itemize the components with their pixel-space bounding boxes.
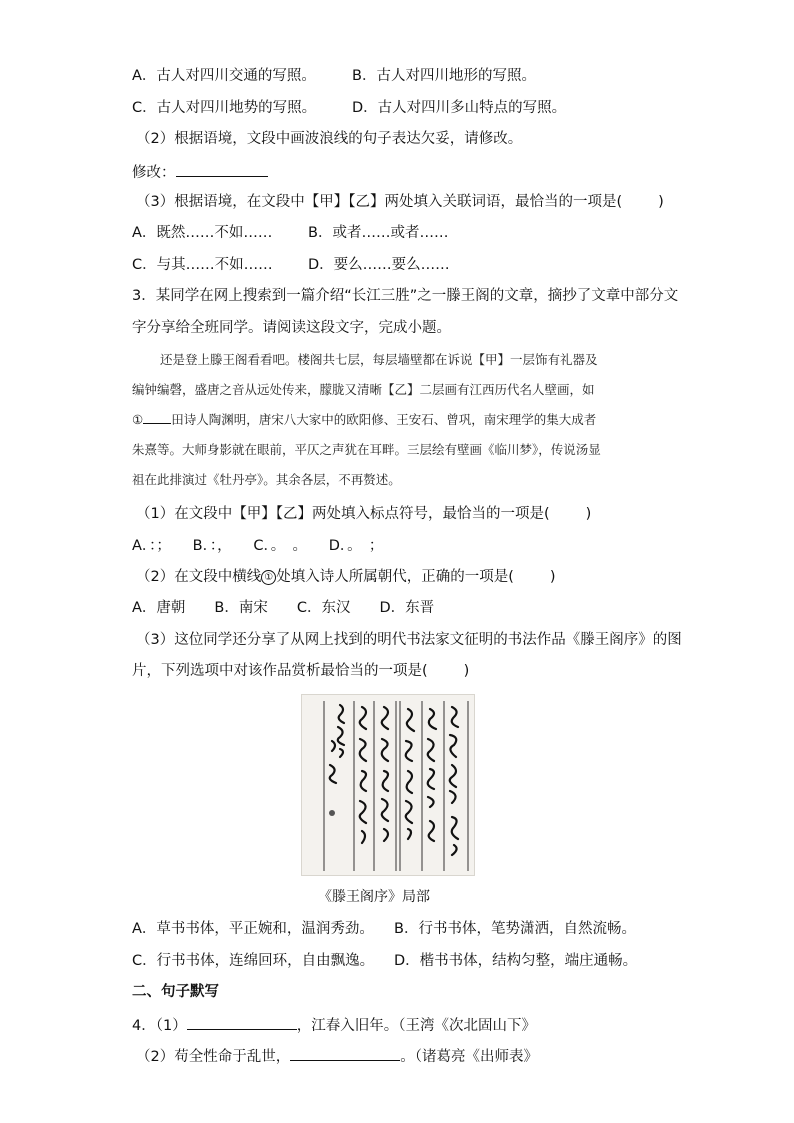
passage-line-2: 编钟编磬，盛唐之音从远处传来，朦胧又清晰【乙】二层画有江西历代名人壁画，如: [132, 382, 595, 397]
edit-label: 修改：: [132, 165, 176, 181]
q3-sub-2-options: A．唐朝 B．南宋 C．东汉 D．东晋: [132, 600, 435, 616]
image-caption: 《滕王阁序》局部: [318, 889, 430, 905]
option-b: B．古人对四川地形的写照。: [352, 68, 536, 84]
fill-blank-2[interactable]: [290, 1045, 400, 1061]
q4-line-1: [132, 1014, 536, 1036]
q4-line-1-pre: 4．（1）: [132, 1018, 187, 1034]
q3-option-d: D．楷书书体，结构匀整，端庄通畅。: [394, 953, 638, 969]
sub-question-2: （2）根据语境，文段中画波浪线的句子表达欠妥，请修改。: [136, 131, 523, 147]
q3-sub-2-pre: （2）在文段中横线: [136, 569, 262, 585]
passage-blank-1[interactable]: [143, 410, 171, 424]
circled-number: ①: [261, 570, 276, 585]
fill-blank-1[interactable]: [187, 1014, 297, 1030]
bracket-close: ): [658, 194, 664, 210]
bracket-close: ): [549, 569, 556, 585]
q3-sub-2: [136, 567, 556, 587]
passage-line-1: 还是登上滕王阁看看吧。楼阁共七层，每层墙壁都在诉说【甲】一层饰有礼器及: [160, 352, 598, 367]
q3-option-c: C．行书书体，连绵回环，自由飘逸。: [132, 953, 375, 969]
bracket-close: ): [585, 506, 592, 522]
q3-sub-3-line2: [132, 661, 469, 681]
passage-line-3-text: 田诗人陶渊明，唐宋八大家中的欧阳修、王安石、曾巩，南宋理学的集大成者: [171, 412, 597, 427]
option-c: C．古人对四川地势的写照。: [132, 100, 317, 116]
q3-option-b: B．行书书体，笔势潇洒，自然流畅。: [394, 921, 636, 937]
option-3b: B．或者……或者……: [308, 225, 449, 241]
q3-sub-2-post: 处填入诗人所属朝代，正确的一项是(: [276, 569, 514, 585]
sub-question-3: [136, 192, 664, 212]
q3-sub-3-line1: （3）这位同学还分享了从网上找到的明代书法家文征明的书法作品《滕王阁序》的图: [136, 632, 682, 648]
option-3c: C．与其……不如……: [132, 257, 273, 273]
edit-answer-blank[interactable]: [176, 161, 268, 177]
calligraphy-image: [301, 694, 475, 876]
passage-line-5: 祖在此排演过《牡丹亭》。其余各层，不再赘述。: [132, 472, 401, 487]
q4-line-1-post: ，江春入旧年。（王湾《次北固山下》: [296, 1018, 536, 1034]
option-3a: A．既然……不如……: [132, 225, 273, 241]
q3-sub-1-text: （1）在文段中【甲】【乙】两处填入标点符号，最恰当的一项是(: [136, 506, 550, 522]
section-title: 二、句子默写: [132, 984, 219, 1000]
q3-sub-3-line2-text: 片，下列选项中对该作品赏析最恰当的一项是(: [132, 663, 428, 679]
passage-line-3: [132, 410, 672, 430]
bracket-close: ): [463, 663, 470, 679]
option-d: D．古人对四川多山特点的写照。: [352, 100, 567, 116]
calligraphy-strokes: [302, 695, 474, 875]
q4-line-2-pre: （2）苟全性命于乱世，: [136, 1049, 291, 1065]
q3-option-a: A．草书书体，平正婉和，温润秀劲。: [132, 921, 374, 937]
option-3d: D．要么……要么……: [308, 257, 450, 273]
passage-line-4: 朱熹等。大师身影就在眼前，平仄之声犹在耳畔。三层绘有壁画《临川梦》，传说汤显: [132, 442, 601, 457]
q4-line-2: [136, 1045, 538, 1067]
q3-sub-1: [136, 504, 591, 524]
q4-line-2-post: 。（诸葛亮《出师表》: [400, 1049, 538, 1065]
option-a: A．古人对四川交通的写照。: [132, 68, 316, 84]
q3-sub-1-options: A．：； B．：， C．。 。 D．。 ；: [132, 538, 384, 554]
q3-intro-line1: 3．某同学在网上搜索到一篇介绍“长江三胜”之一滕王阁的文章，摘抄了文章中部分文: [132, 288, 679, 304]
q3-intro-line2: 字分享给全班同学。请阅读这段文字，完成小题。: [132, 320, 451, 336]
sub-question-3-text: （3）根据语境，在文段中【甲】【乙】两处填入关联词语，最恰当的一项是(: [136, 194, 623, 210]
blank-number: ①: [132, 412, 144, 427]
edit-line: [132, 161, 268, 183]
